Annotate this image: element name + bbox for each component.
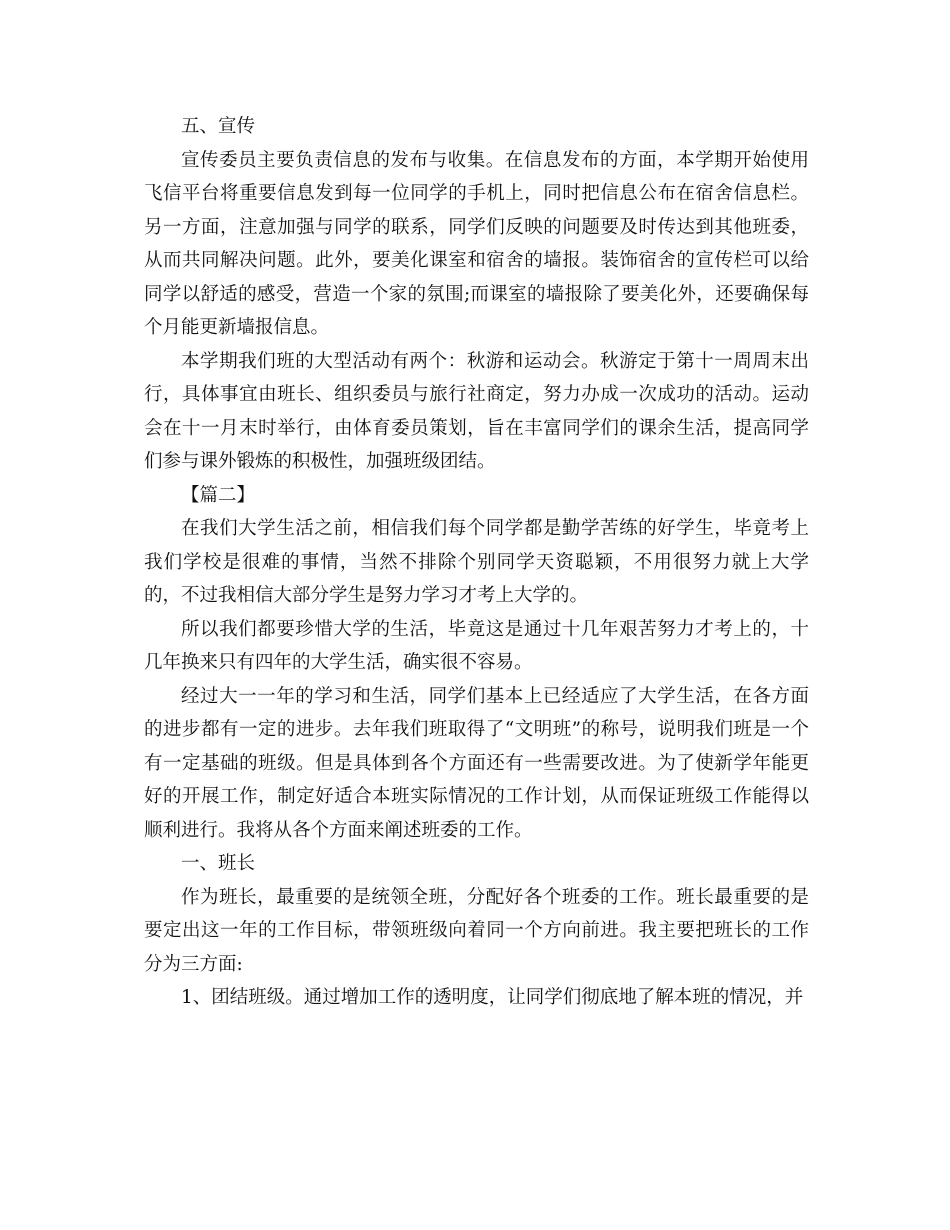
document-page xyxy=(144,110,809,1015)
paragraph-year-review: 经过大一一年的学习和生活，同学们基本上已经适应了大学生活，在各方面的进步都有一定的进步。去年我们班取得了“文明班”的称号，说明我们班是一个有一定基础的班级。但是具体到各个方面还有一些需要改进。为了使新学年能更好的开展工作，制定好适合本班实际情况的工作计划，从而保证班级工作能得以顺利进行。我将从各个方面来阐述班委的工作。 xyxy=(144,685,809,841)
section-heading-publicity: 五、宣传 xyxy=(181,116,256,137)
section-heading-part-two: 【篇二】 xyxy=(181,484,256,506)
section-heading-monitor: 一、班长 xyxy=(181,853,256,874)
paragraph-publicity-duties: 宣传委员主要负责信息的发布与收集。在信息发布的方面，本学期开始使用飞信平台将重要信息发到每一位同学的手机上，同时把信息公布在宿舍信息栏。另一方面，注意加强与同学的联系，同学们反映的问题要及时传达到其他班委，从而共同解决问题。此外，要美化课室和宿舍的墙报。装饰宿舍的宣传栏可以给同学以舒适的感受，营造一个家的氛围;而课室的墙报除了要美化外，还要确保每个月能更新墙报信息。 xyxy=(144,149,809,338)
paragraph-cherish-university: 所以我们都要珍惜大学的生活，毕竟这是通过十几年艰苦努力才考上的，十几年换来只有四年的大学生活，确实很不容易。 xyxy=(144,618,809,673)
paragraph-unite-class: 1、团结班级。通过增加工作的透明度，让同学们彻底地了解本班的情况，并 xyxy=(181,987,804,1008)
paragraph-before-university: 在我们大学生活之前，相信我们每个同学都是勤学苦练的好学生，毕竟考上我们学校是很难的事情，当然不排除个别同学天资聪颖，不用很努力就上大学的，不过我相信大部分学生是努力学习才考上大学的。 xyxy=(144,518,809,606)
paragraph-semester-activities: 本学期我们班的大型活动有两个：秋游和运动会。秋游定于第十一周周末出行，具体事宜由班长、组织委员与旅行社商定，努力办成一次成功的活动。运动会在十一月末时举行，由体育委员策划，旨在丰富同学们的课余生活，提高同学们参与课外锻炼的积极性，加强班级团结。 xyxy=(144,350,809,472)
paragraph-monitor-role: 作为班长，最重要的是统领全班，分配好各个班委的工作。班长最重要的是要定出这一年的工作目标，带领班级向着同一个方向前进。我主要把班长的工作分为三方面: xyxy=(144,886,809,975)
